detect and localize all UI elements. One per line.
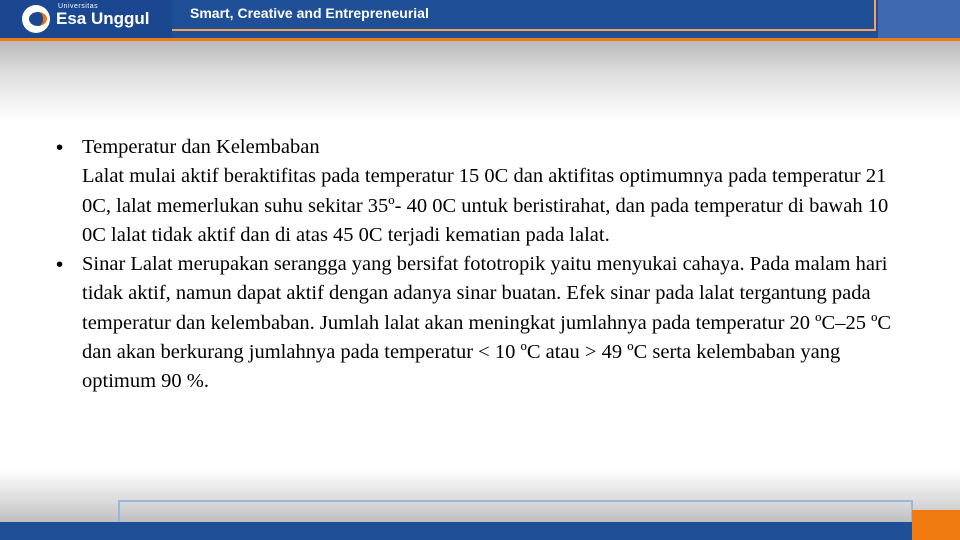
bullet-item-light [56, 250, 916, 396]
header-right-block [878, 0, 960, 38]
logo-name: Esa Unggul [56, 9, 150, 28]
bullet-text: Temperatur dan Kelembaban Lalat mulai aktif beraktifitas pada temperatur 15 0C dan aktifitas optimumnya pada temperatur 21 0C, lalat memerlukan suhu sekitar 35º- 40 0C untuk beristirahat, dan pada temperatur di bawah 10 0C lalat tidak aktif dan di atas 45 0C terjadi kematian pada lalat. [82, 136, 889, 246]
university-logo-icon [22, 5, 50, 33]
slide-content [56, 133, 916, 397]
header-bar [0, 0, 960, 41]
footer-accent [912, 510, 960, 540]
bullet-text: Sinar Lalat merupakan serangga yang bersifat fototropik yaitu menyukai cahaya. Pada malam hari tidak aktif, namun dapat aktif dengan adanya sinar buatan. Efek sinar pada lalat tergantung pada temperatur dan kelembaban. Jumlah lalat akan meningkat jumlahnya pada temperatur 20 ºC–25 ºC dan akan berkurang jumlahnya pada temperatur < 10 ºC atau > 49 ºC serta kelembaban yang optimum 90 %. [82, 253, 892, 393]
top-shade [0, 41, 960, 121]
tagline: Smart, Creative and Entrepreneurial [190, 5, 429, 21]
university-logo [0, 0, 172, 38]
bullet-icon: • [56, 136, 64, 159]
bullet-icon: • [56, 253, 64, 277]
footer-bar [0, 522, 960, 540]
bullet-item-temperature [56, 133, 916, 250]
logo-small-text: Universitas [58, 3, 99, 10]
